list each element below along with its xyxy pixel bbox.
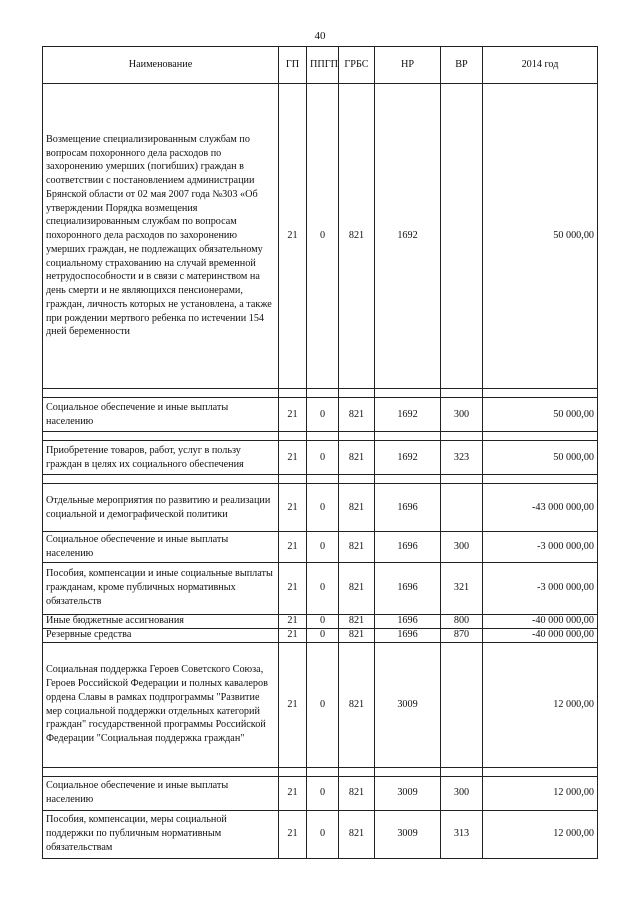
row-gp: 21 <box>279 398 307 432</box>
row-amount: 50 000,00 <box>483 441 598 475</box>
row-gp: 21 <box>279 628 307 642</box>
row-amount: 12 000,00 <box>483 776 598 810</box>
header-year: 2014 год <box>483 47 598 84</box>
row-vr: 300 <box>441 776 483 810</box>
row-spacer <box>43 767 598 776</box>
row-ppgp: 0 <box>307 484 339 532</box>
row-name: Социальное обеспечение и иные выплаты населению <box>43 532 279 563</box>
row-gp: 21 <box>279 562 307 614</box>
row-spacer <box>43 432 598 441</box>
header-name: Наименование <box>43 47 279 84</box>
header-gp: ГП <box>279 47 307 84</box>
table-header-row <box>43 47 598 84</box>
row-amount: -40 000 000,00 <box>483 628 598 642</box>
row-vr: 300 <box>441 398 483 432</box>
row-amount: 12 000,00 <box>483 810 598 858</box>
row-ppgp: 0 <box>307 562 339 614</box>
row-gp: 21 <box>279 484 307 532</box>
row-nr: 1696 <box>375 614 441 628</box>
row-amount: 12 000,00 <box>483 642 598 767</box>
table-row <box>43 562 598 614</box>
budget-table <box>42 46 598 859</box>
row-nr: 3009 <box>375 810 441 858</box>
row-ppgp: 0 <box>307 398 339 432</box>
row-gp: 21 <box>279 642 307 767</box>
row-spacer <box>43 475 598 484</box>
row-nr: 1696 <box>375 562 441 614</box>
row-grbs: 821 <box>339 398 375 432</box>
row-nr: 1692 <box>375 84 441 389</box>
row-vr <box>441 84 483 389</box>
row-name: Пособия, компенсации и иные социальные выплаты гражданам, кроме публичных нормативных обязательств <box>43 562 279 614</box>
row-nr: 1696 <box>375 628 441 642</box>
row-gp: 21 <box>279 532 307 563</box>
row-name: Отдельные мероприятия по развитию и реализации социальной и демографической политики <box>43 484 279 532</box>
table-row <box>43 642 598 767</box>
row-grbs: 821 <box>339 532 375 563</box>
row-grbs: 821 <box>339 84 375 389</box>
row-vr: 323 <box>441 441 483 475</box>
row-ppgp: 0 <box>307 532 339 563</box>
table-row <box>43 441 598 475</box>
row-nr: 3009 <box>375 642 441 767</box>
row-vr: 870 <box>441 628 483 642</box>
row-grbs: 821 <box>339 628 375 642</box>
table-row <box>43 614 598 628</box>
row-ppgp: 0 <box>307 810 339 858</box>
table-row <box>43 398 598 432</box>
table-row <box>43 484 598 532</box>
row-nr: 1696 <box>375 484 441 532</box>
row-vr <box>441 484 483 532</box>
row-grbs: 821 <box>339 614 375 628</box>
row-grbs: 821 <box>339 642 375 767</box>
row-gp: 21 <box>279 441 307 475</box>
row-name: Возмещение специализированным службам по вопросам похоронного дела расходов по захоронению умерших (погибших) граждан в соответствии с постановлением администрации Брянской области от 02 мая 2007 года №303 «Об утверждении Порядка возмещения специализированным службам по вопросам похоронного дела расходов по захоронению умерших граждан, не подлежащих обязательному социальному страхованию на случай временной нетрудоспособности и в связи с материнством на день смерти и не являющихся пенсионерами, граждан, личность которых не установлена, а также при рождении мертвого ребенка по истечении 154 дней беременности <box>43 84 279 389</box>
row-name: Резервные средства <box>43 628 279 642</box>
row-name: Пособия, компенсации, меры социальной поддержки по публичным нормативным обязательствам <box>43 810 279 858</box>
row-ppgp: 0 <box>307 642 339 767</box>
row-spacer <box>43 389 598 398</box>
row-name: Социальная поддержка Героев Советского Союза, Героев Российской Федерации и полных кавалеров ордена Славы в рамках подпрограммы "Развитие мер социальной поддержки отдельных категорий граждан" государственной программы Российской Федерации "Социальная поддержка граждан" <box>43 642 279 767</box>
row-name: Приобретение товаров, работ, услуг в пользу граждан в целях их социального обеспечения <box>43 441 279 475</box>
row-gp: 21 <box>279 614 307 628</box>
header-grbs: ГРБС <box>339 47 375 84</box>
row-amount: -40 000 000,00 <box>483 614 598 628</box>
row-nr: 3009 <box>375 776 441 810</box>
row-ppgp: 0 <box>307 614 339 628</box>
row-grbs: 821 <box>339 441 375 475</box>
row-ppgp: 0 <box>307 628 339 642</box>
row-grbs: 821 <box>339 776 375 810</box>
row-nr: 1692 <box>375 441 441 475</box>
row-vr: 321 <box>441 562 483 614</box>
row-vr: 300 <box>441 532 483 563</box>
row-gp: 21 <box>279 84 307 389</box>
table-row <box>43 84 598 389</box>
row-name: Социальное обеспечение и иные выплаты населению <box>43 398 279 432</box>
row-amount: 50 000,00 <box>483 84 598 389</box>
row-vr: 313 <box>441 810 483 858</box>
row-grbs: 821 <box>339 484 375 532</box>
row-vr <box>441 642 483 767</box>
table-row <box>43 532 598 563</box>
row-ppgp: 0 <box>307 441 339 475</box>
row-ppgp: 0 <box>307 776 339 810</box>
row-amount: -3 000 000,00 <box>483 562 598 614</box>
row-amount: 50 000,00 <box>483 398 598 432</box>
page-number: 40 <box>314 30 326 42</box>
table-row <box>43 810 598 858</box>
row-ppgp: 0 <box>307 84 339 389</box>
row-nr: 1696 <box>375 532 441 563</box>
row-grbs: 821 <box>339 810 375 858</box>
row-gp: 21 <box>279 776 307 810</box>
row-amount: -3 000 000,00 <box>483 532 598 563</box>
row-name: Социальное обеспечение и иные выплаты населению <box>43 776 279 810</box>
header-vr: ВР <box>441 47 483 84</box>
header-nr: НР <box>375 47 441 84</box>
header-ppgp: ППГП <box>307 47 339 84</box>
row-amount: -43 000 000,00 <box>483 484 598 532</box>
table-row <box>43 628 598 642</box>
row-gp: 21 <box>279 810 307 858</box>
row-name: Иные бюджетные ассигнования <box>43 614 279 628</box>
row-nr: 1692 <box>375 398 441 432</box>
row-grbs: 821 <box>339 562 375 614</box>
table-row <box>43 776 598 810</box>
row-vr: 800 <box>441 614 483 628</box>
